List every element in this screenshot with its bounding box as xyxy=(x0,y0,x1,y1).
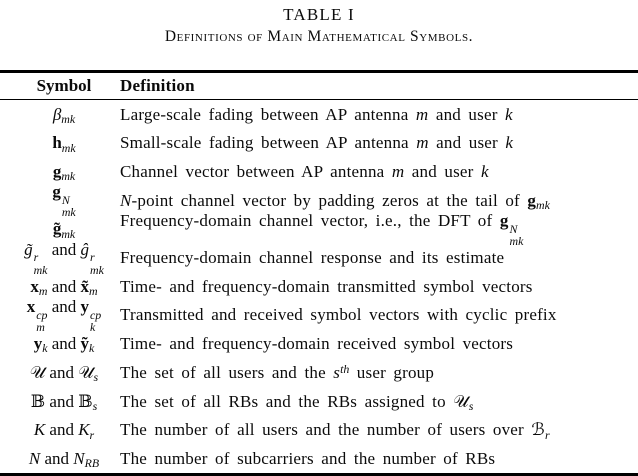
symbol-cell: hmk xyxy=(52,133,76,155)
table-row xyxy=(0,239,638,277)
symbol-cell: 𝔹 and 𝔹s xyxy=(30,391,98,413)
symbol-cell: xm and x̃m xyxy=(30,276,98,299)
symbol-cell: g N mk xyxy=(52,182,76,220)
symbol-cell: βmk xyxy=(52,104,76,126)
definition-cell: Time- and frequency-domain transmitted symbol vectors xyxy=(120,276,533,296)
definition-cell: Transmitted and received symbol vectors with cyclic prefix xyxy=(120,305,557,325)
column-header-definition: Definition xyxy=(120,75,195,95)
symbol-cell: N and NRB xyxy=(28,448,100,471)
table-row xyxy=(0,358,638,387)
definition-cell: Time- and frequency-domain received symbol vectors xyxy=(120,334,514,354)
definition-cell: Frequency-domain channel response and its estimate xyxy=(120,248,505,268)
table-bottom-rule xyxy=(0,473,638,476)
definition-cell: The set of all users and the $s^{th}$ user group xyxy=(120,362,435,382)
symbol-cell: gmk xyxy=(52,162,76,184)
definition-cell: Small-scale fading between AP antenna m and user k xyxy=(120,133,514,153)
definition-cell: Frequency-domain channel vector, i.e., the DFT of g N mk xyxy=(120,211,524,249)
symbol-cell: yk and ỹk xyxy=(33,334,95,356)
definition-cell: The number of subcarriers and the number of RBs xyxy=(120,448,496,468)
symbol-cell: g̃ r mk and ĝ r mk xyxy=(24,239,104,277)
column-header-symbol: Symbol xyxy=(36,75,92,95)
table-row xyxy=(0,387,638,416)
table-row xyxy=(0,330,638,359)
table-row xyxy=(0,100,638,129)
table-row xyxy=(0,416,638,445)
table-row xyxy=(0,445,638,474)
definition-cell: N-point channel vector by padding zeros at the tail of gmk xyxy=(120,190,550,213)
table-body xyxy=(0,100,638,473)
definition-cell: Large-scale fading between AP antenna m and user k xyxy=(120,104,513,124)
symbol-cell: x cp m and y cp k xyxy=(26,297,102,335)
definition-cell: The set of all RBs and the RBs assigned to 𝒰s xyxy=(120,391,474,413)
definition-cell: The number of all users and the number of users over ℬr xyxy=(120,420,550,442)
table-subtitle: Definitions of Main Mathematical Symbols. xyxy=(164,28,474,45)
symbol-cell: K and Kr xyxy=(33,420,95,442)
table-caption xyxy=(0,0,638,46)
symbols-table xyxy=(0,70,638,476)
definition-cell: Channel vector between AP antenna m and user k xyxy=(120,162,489,182)
table-title: TABLE I xyxy=(283,5,355,24)
table-row xyxy=(0,297,638,335)
symbol-cell: g̃mk xyxy=(52,219,76,241)
table-header-row xyxy=(0,73,638,99)
table-row xyxy=(0,129,638,158)
table-row xyxy=(0,272,638,301)
symbol-cell: 𝒰 and 𝒰s xyxy=(29,362,99,385)
